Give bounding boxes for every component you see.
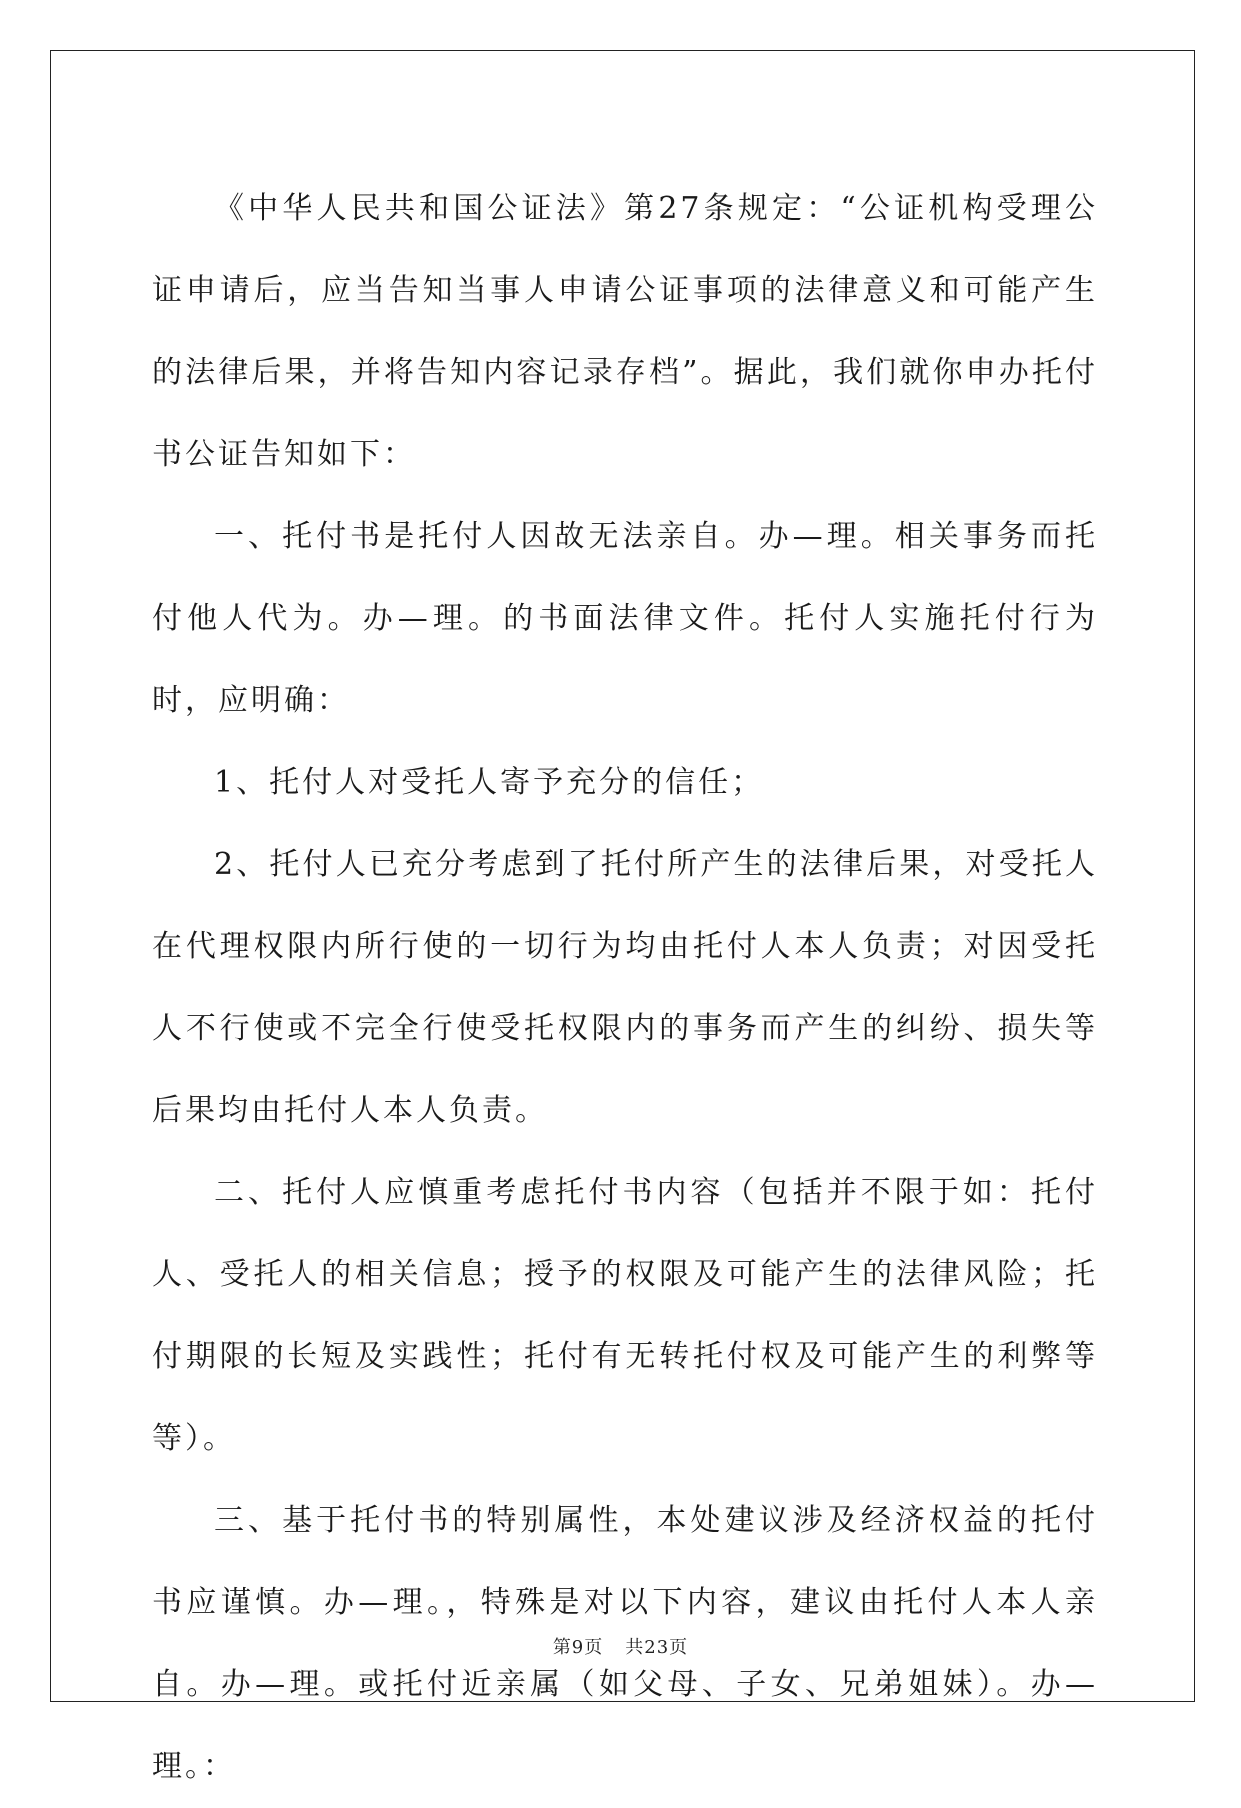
paragraph-item-three: 三、基于托付书的特别属性，本处建议涉及经济权益的托付书应谨慎。办—理。，特殊是对以下内容，建议由托付人本人亲自。办—理。或托付近亲属（如父母、子女、兄弟姐妹）。办—理。： [152, 1503, 1098, 1784]
page-footer [0, 1633, 1241, 1659]
paragraph-point-1: 1、托付人对受托人寄予充分的信任； [214, 765, 765, 800]
document-body [152, 168, 1098, 1808]
page-number: 第9页 [552, 1637, 604, 1658]
paragraph-point-2: 2、托付人已充分考虑到了托付所产生的法律后果，对受托人在代理权限内所行使的一切行为均由托付人本人负责；对因受托人不行使或不完全行使受托权限内的事务而产生的纠纷、损失等后果均由托付人本人负责。 [152, 847, 1098, 1128]
paragraph-item-one: 一、托付书是托付人因故无法亲自。办—理。相关事务而托付他人代为。办—理。的书面法律文件。托付人实施托付行为时，应明确： [152, 519, 1098, 718]
page-total: 共23页 [625, 1637, 689, 1658]
paragraph-notary-law-intro: 《中华人民共和国公证法》第27条规定：“公证机构受理公证申请后，应当告知当事人申请公证事项的法律意义和可能产生的法律后果，并将告知内容记录存档”。据此，我们就你申办托付书公证告知如下： [152, 191, 1098, 472]
paragraph-item-two: 二、托付人应慎重考虑托付书内容（包括并不限于如：托付人、受托人的相关信息；授予的权限及可能产生的法律风险；托付期限的长短及实践性；托付有无转托付权及可能产生的利弊等等）。 [152, 1175, 1098, 1456]
